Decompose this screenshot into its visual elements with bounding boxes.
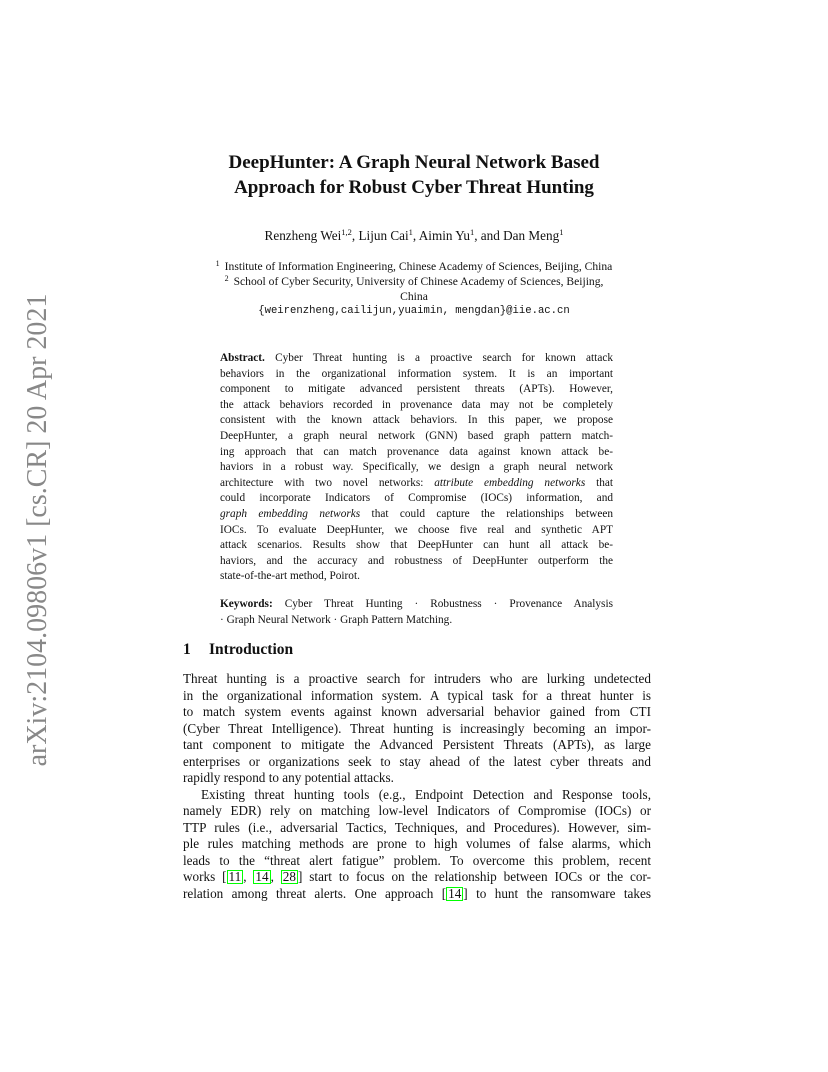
body-line: in the organizational information system. A typical task for a threat hunter is [183,687,651,703]
citation-bracket: [ [222,869,227,884]
abstract-line: ing approach that can match provenance data against known attack be- [220,445,613,458]
abstract-text: that could capture the relationships between [360,507,613,520]
abstract-line: haviors, and the accuracy and robustness of DeepHunter outperform the [220,554,613,567]
body-text-fragment: relation among threat alerts. One approach [183,885,442,901]
affiliation-mark: 1,2 [341,227,352,237]
section-heading [183,641,293,659]
author-separator: , [351,228,359,243]
body-line [183,869,651,886]
affiliation-1 [150,259,678,274]
abstract [220,351,613,628]
arxiv-identifier-stamp: arXiv:2104.09806v1 [cs.CR] 20 Apr 2021 [22,293,53,767]
body-text-fragment: works [183,869,223,884]
citation-bracket: ] [297,869,303,884]
keywords-text: Cyber Threat Hunting · Robustness · Provenance Analysis [284,597,613,610]
body-line: namely EDR) rely on matching low-level Indicators of Compromise (IOCs) or [183,803,651,818]
body-line [183,886,651,903]
citation-separator: , [270,869,281,884]
abstract-label: Abstract. [220,352,265,364]
affiliation-text: Institute of Information Engineering, Chinese Academy of Sciences, Beijing, China [224,260,613,273]
affiliation-mark: 1 [469,227,475,237]
body-line: Threat hunting is a proactive search for intruders who are lurking undetected [183,671,651,686]
abstract-line: haviors in a robust way. Specifically, we design a graph neural network [220,461,613,474]
citation-link[interactable]: 11 [228,869,242,884]
section-title: Introduction [209,641,294,658]
abstract-line: IOCs. To evaluate DeepHunter, we choose five real and synthetic APT [220,523,613,536]
citation-bracket: ] [463,885,468,901]
affiliation-mark: 1 [559,227,564,237]
body-line: TTP rules (i.e., adversarial Tactics, Techniques, and Procedures). However, sim- [183,819,651,835]
section-number: 1 [183,641,191,658]
author-emails: {weirenzheng,cailijun,yuaimin, mengdan}@iie.ac.cn [258,305,570,317]
abstract-line [220,476,613,492]
body-line: ple rules matching methods are prone to high volumes of false alarms, which [183,836,651,851]
paper-title [150,150,678,200]
body-text [183,671,651,902]
body-line: to match system events against known adversarial behavior gained from CTI [183,704,651,719]
keywords-label: Keywords: [220,597,273,610]
body-line: (Cyber Threat Intelligence). Threat hunting is increasingly becoming an impor- [183,720,651,736]
body-line: leads to the “threat alert fatigue” problem. To overcome this problem, recent [183,852,651,868]
citation-separator: , [243,869,254,884]
emphasis: graph embedding networks [220,507,361,520]
abstract-line [220,351,613,367]
affiliation-mark: 1 [408,227,413,237]
abstract-line: consistent with the known attack behaviors. In this paper, we propose [220,414,613,427]
abstract-text: that [585,476,614,489]
body-line: Existing threat hunting tools (e.g., Endpoint Detection and Response tools, [201,786,651,802]
body-line: rapidly respond to any potential attacks. [183,770,394,785]
body-text-fragment: to hunt the ransomware takes [467,885,651,901]
abstract-line: could incorporate Indicators of Compromise (IOCs) information, and [220,492,613,505]
citation-link[interactable]: 28 [282,869,296,884]
abstract-line: attack scenarios. Results show that DeepHunter can hunt all attack be- [220,539,613,552]
abstract-line: behaviors in the organizational information system. It is an important [220,367,613,380]
abstract-text: architecture with two novel networks: [220,476,435,489]
citation-link[interactable]: 14 [255,869,269,884]
affiliation-text: School of Cyber Security, University of Chinese Academy of Sciences, Beijing, [233,275,604,288]
title-line: DeepHunter: A Graph Neural Network Based [228,152,600,173]
title-line: Approach for Robust Cyber Threat Hunting [234,177,594,198]
abstract-line: the attack behaviors recorded in provenance data may not be completely [220,398,613,411]
author-separator: , [412,228,419,243]
body-text-fragment: start to focus on the relationship between IOCs or the cor- [302,869,652,884]
body-line: tant component to mitigate the Advanced Persistent Threats (APTs), as large [183,737,651,752]
affiliations [150,259,678,319]
abstract-line: state-of-the-art method, Poirot. [220,570,360,583]
affiliation-mark: 1 [215,259,220,268]
keywords-line: · Graph Neural Network · Graph Pattern Matching. [220,613,453,626]
author-separator: , and [474,228,504,243]
citation-link[interactable]: 14 [448,885,462,901]
affiliation-2 [150,274,678,289]
author-list [150,228,678,244]
citation-bracket: [ [441,885,447,901]
affiliation-2-cont: China [400,290,428,303]
abstract-text: Cyber Threat hunting is a proactive search for known attack [275,352,614,364]
abstract-line: component to mitigate advanced persistent threats (APTs). However, [220,383,613,396]
abstract-line [220,507,613,523]
abstract-line: DeepHunter, a graph neural network (GNN) based graph pattern match- [220,429,613,442]
affiliation-mark: 2 [224,274,229,283]
author-name: Aimin Yu [418,228,470,243]
author-name: Lijun Cai [358,228,409,243]
emphasis: attribute embedding networks [434,476,586,489]
keywords-line [220,597,613,613]
author-name: Dan Meng [503,228,560,243]
body-line: enterprises or organizations seek to stay ahead of the latest cyber threats and [183,753,651,769]
author-name: Renzheng Wei [264,228,342,243]
